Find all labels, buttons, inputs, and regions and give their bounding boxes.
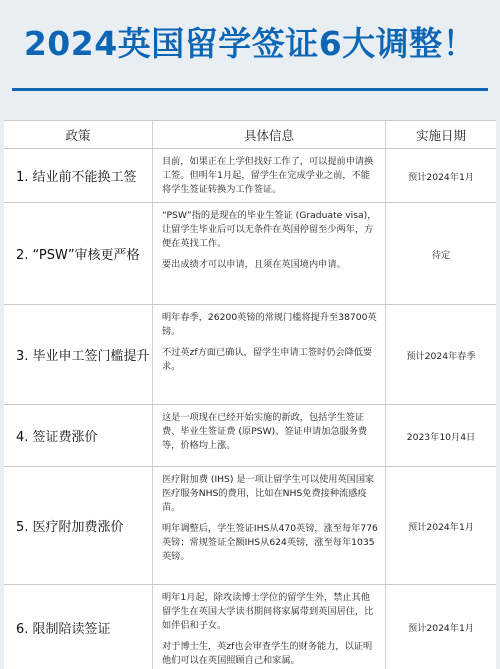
- detail-paragraph: 明年春季，26200英镑的常规门槛将提升至38700英镑。: [162, 312, 377, 337]
- policy-date: 预计2024年1月: [408, 171, 474, 183]
- header-detail: 具体信息: [153, 121, 386, 148]
- table-row: [4, 585, 496, 669]
- policy-name: 1. 结业前不能换工签: [4, 149, 153, 202]
- policy-date: 预计2024年春季: [406, 350, 476, 362]
- policy-detail: [153, 585, 386, 669]
- table-row: [4, 405, 496, 467]
- detail-paragraph: 明年调整后，学生签证IHS从470英镑，涨至每年776英镑；常规签证全额IHS从624英镑，涨至每年1035英镑。: [162, 523, 378, 562]
- policy-name: 2. “PSW”审核更严格: [4, 203, 153, 304]
- page-title: 2024英国留学签证6大调整！: [23, 24, 477, 63]
- title-divider: [12, 88, 488, 91]
- header-date: 实施日期: [415, 127, 466, 143]
- policy-date: 预计2024年1月: [408, 521, 474, 533]
- policy-detail: [153, 203, 386, 304]
- detail-paragraph: 要出成绩才可以申请，且须在英国境内申请。: [162, 259, 346, 270]
- policy-name: 4. 签证费涨价: [4, 405, 153, 466]
- policy-date: 2023年10月4日: [406, 431, 476, 443]
- table-row: [4, 467, 496, 585]
- table-header-row: [4, 121, 496, 149]
- policy-name: 6. 限制陪读签证: [4, 585, 153, 669]
- policy-detail: [153, 149, 386, 202]
- detail-paragraph: 这是一项现在已经开始实施的新政，包括学生签证费、毕业生签证费 (原PSW)、签证申请加急服务费等，价格均上涨。: [162, 412, 368, 451]
- policy-name: 3. 毕业申工签门槛提升: [4, 305, 153, 404]
- header-policy: 政策: [4, 121, 153, 148]
- detail-paragraph: 明年1月起，除攻读博士学位的留学生外，禁止其他留学生在英国大学读书期间将家属带到英国居住，比如伴侣和子女。: [162, 592, 374, 631]
- table-row: [4, 203, 496, 305]
- detail-paragraph: 医疗附加费 (IHS) 是一项让留学生可以使用英国国家医疗服务NHS的费用，比如在NHS免费接种流感疫苗。: [162, 474, 375, 513]
- policy-detail: [153, 467, 386, 584]
- policy-table: [4, 120, 496, 669]
- detail-paragraph: 对于博士生，英zf也会审查学生的财务能力，以证明他们可以在英国照顾自己和家属。: [162, 641, 373, 666]
- detail-paragraph: 目前，如果正在上学但找好工作了，可以提前申请换工签。但明年1月起，留学生在完成学业之前，不能将学生签证转换为工作签证。: [162, 156, 374, 195]
- detail-paragraph: “PSW”指的是现在的毕业生签证 (Graduate visa)，让留学生毕业后可以无条件在英国停留至少两年，方便在英找工作。: [162, 210, 377, 249]
- policy-detail: [153, 305, 386, 404]
- table-row: [4, 305, 496, 405]
- policy-date: 预计2024年1月: [408, 623, 474, 634]
- table-row: [4, 149, 496, 203]
- detail-paragraph: 不过英zf方面已确认，留学生申请工签时仍会降低要求。: [162, 347, 373, 372]
- policy-name: 5. 医疗附加费涨价: [4, 467, 153, 584]
- policy-detail: [153, 405, 386, 466]
- policy-date: 待定: [431, 249, 451, 261]
